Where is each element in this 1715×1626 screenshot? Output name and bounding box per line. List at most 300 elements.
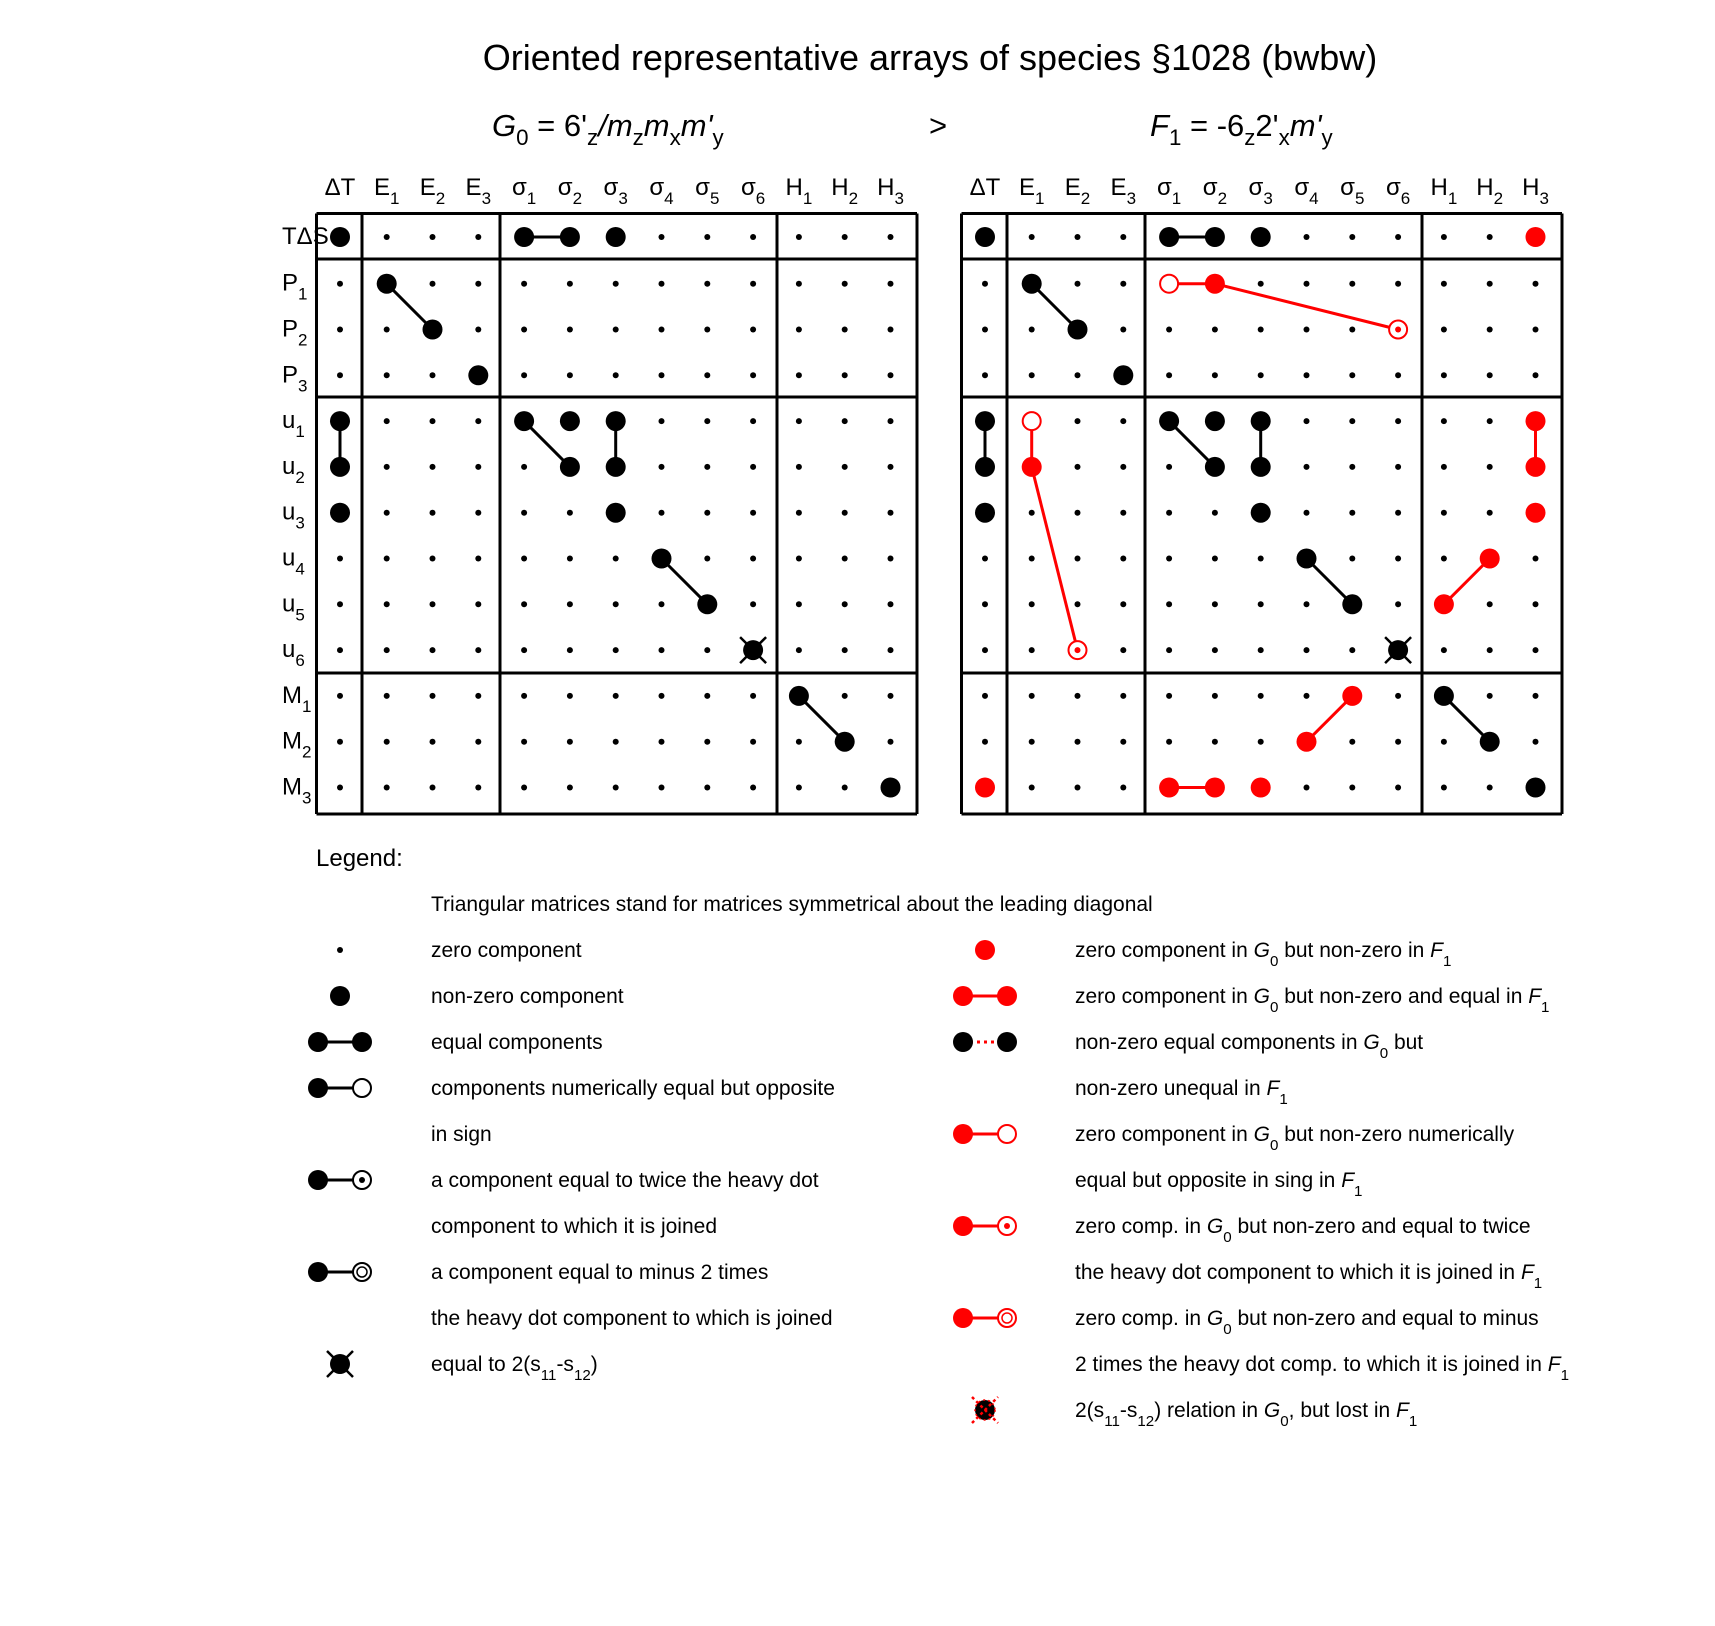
twice-component-center: [1395, 327, 1401, 333]
zero-component-dot: [750, 510, 756, 516]
zero-component-dot: [1349, 234, 1355, 240]
row-label: TΔS: [282, 223, 329, 250]
zero-component-dot: [888, 510, 894, 516]
row-label: $u_5$: [282, 590, 305, 625]
zero-component-dot: [1533, 601, 1539, 607]
zero-component-dot: [842, 785, 848, 791]
zero-component-dot: [888, 281, 894, 287]
zero-component-dot: [430, 281, 436, 287]
matrix-f1: [962, 174, 1563, 814]
zero-component-dot: [1395, 418, 1401, 424]
nonzero-dot: [330, 227, 350, 247]
zero-component-dot: [430, 464, 436, 470]
zero-component-dot: [521, 327, 527, 333]
big-legend-symbol: [330, 986, 350, 1006]
zero-component-dot: [613, 785, 619, 791]
zero-component-dot: [750, 234, 756, 240]
zero-component-dot: [1075, 372, 1081, 378]
zero-component-dot: [1120, 739, 1126, 745]
zero-component-dot: [1166, 372, 1172, 378]
nonzero-dot: [514, 227, 534, 247]
zero-component-dot: [796, 464, 802, 470]
zero-component-dot: [1304, 785, 1310, 791]
zero-component-dot: [796, 327, 802, 333]
nonzero-dot: [975, 503, 995, 523]
nonzero-dot: [789, 686, 809, 706]
zero-component-dot: [1304, 234, 1310, 240]
zero-component-dot: [704, 372, 710, 378]
zero-component-dot: [659, 281, 665, 287]
column-label: $\sigma_1$: [1156, 174, 1182, 208]
zero-component-dot: [521, 556, 527, 562]
new-nonzero-dot: [1526, 227, 1546, 247]
row-label: $u_1$: [282, 407, 305, 442]
zero-component-dot: [888, 739, 894, 745]
row-label: $M_3$: [282, 773, 312, 808]
zero-component-dot: [1487, 510, 1493, 516]
red-equal-legend-symbol: [953, 986, 1017, 1006]
zero-component-dot: [659, 464, 665, 470]
column-label: $E_2$: [419, 174, 446, 208]
zero-component-dot: [384, 693, 390, 699]
red-big-legend-symbol: [975, 940, 995, 960]
zero-component-dot: [1166, 327, 1172, 333]
zero-component-dot: [337, 739, 343, 745]
nonzero-dot: [560, 227, 580, 247]
zero-component-dot: [842, 372, 848, 378]
nonzero-dot: [330, 411, 350, 431]
zero-component-dot: [1212, 601, 1218, 607]
column-label: $\sigma_4$: [1294, 174, 1319, 208]
column-label: $\sigma_1$: [511, 174, 537, 208]
zero-component-dot: [1029, 785, 1035, 791]
nonzero-dot: [1251, 227, 1271, 247]
zero-component-dot: [1075, 510, 1081, 516]
zero-component-dot: [567, 327, 573, 333]
zero-component-dot: [1441, 327, 1447, 333]
new-nonzero-dot: [1022, 457, 1042, 477]
zero-component-dot: [613, 556, 619, 562]
dotted-legend-symbol: [953, 1032, 1017, 1052]
zero-component-dot: [982, 281, 988, 287]
zero-component-dot: [384, 418, 390, 424]
nonzero-dot: [1205, 457, 1225, 477]
zero-component-dot: [1487, 647, 1493, 653]
zero-component-dot: [842, 693, 848, 699]
column-label: $E_3$: [465, 174, 492, 208]
column-label: $H_3$: [877, 174, 904, 208]
zero-component-dot: [1212, 510, 1218, 516]
nonzero-dot: [697, 594, 717, 614]
red-twice-legend-symbol: [953, 1216, 1016, 1236]
zero-component-dot: [704, 234, 710, 240]
zero-component-dot: [521, 510, 527, 516]
zero-component-dot: [982, 372, 988, 378]
zero-component-dot: [796, 601, 802, 607]
zero-component-dot: [567, 556, 573, 562]
zero-component-dot: [1258, 647, 1264, 653]
column-label: $\sigma_3$: [603, 174, 628, 208]
zero-component-dot: [1395, 785, 1401, 791]
zero-component-dot: [1395, 281, 1401, 287]
zero-component-dot: [1029, 556, 1035, 562]
new-nonzero-dot: [1159, 778, 1179, 798]
zero-component-dot: [1258, 372, 1264, 378]
nonzero-dot: [1159, 411, 1179, 431]
legend-item-text: non-zero unequal in $F_1$: [1075, 1077, 1288, 1108]
legend-item-text: zero component in $G_0$ but non-zero numerically: [1075, 1123, 1515, 1154]
new-relation-link: [1215, 284, 1398, 330]
zero-component-dot: [1029, 693, 1035, 699]
column-label: $\sigma_6$: [740, 174, 766, 208]
zero-component-dot: [1075, 739, 1081, 745]
zero-component-dot: [384, 464, 390, 470]
zero-component-dot: [430, 739, 436, 745]
new-nonzero-dot: [1526, 503, 1546, 523]
zero-component-dot: [1075, 234, 1081, 240]
zero-component-dot: [796, 647, 802, 653]
zero-component-dot: [567, 647, 573, 653]
zero-component-dot: [888, 647, 894, 653]
row-label: $M_2$: [282, 727, 312, 762]
new-nonzero-dot: [1205, 778, 1225, 798]
cross-legend-symbol: [327, 1351, 353, 1377]
zero-component-dot: [475, 418, 481, 424]
opposite-sign-marker: [1023, 412, 1041, 430]
nonzero-dot: [1068, 320, 1088, 340]
comparator: >: [928, 108, 948, 143]
zero-component-dot: [1304, 281, 1310, 287]
zero-component-dot: [1258, 601, 1264, 607]
zero-component-dot: [1533, 647, 1539, 653]
zero-component-dot: [1120, 785, 1126, 791]
zero-component-dot: [1120, 327, 1126, 333]
new-nonzero-dot: [1205, 274, 1225, 294]
column-label: $\sigma_2$: [557, 174, 583, 208]
legend: [308, 845, 1569, 1430]
zero-component-dot: [613, 601, 619, 607]
zero-component-dot: [1441, 418, 1447, 424]
nonzero-dot: [1113, 365, 1133, 385]
zero-component-dot: [1120, 693, 1126, 699]
zero-component-dot: [1258, 556, 1264, 562]
zero-component-dot: [1487, 693, 1493, 699]
zero-component-dot: [567, 281, 573, 287]
zero-component-dot: [337, 327, 343, 333]
zero-component-dot: [750, 693, 756, 699]
zero-component-dot: [1029, 510, 1035, 516]
zero-component-dot: [1120, 418, 1126, 424]
nonzero-dot: [1205, 227, 1225, 247]
column-label: $\sigma_6$: [1385, 174, 1411, 208]
column-label: $E_2$: [1064, 174, 1091, 208]
zero-component-dot: [659, 510, 665, 516]
zero-component-dot: [1304, 464, 1310, 470]
legend-item-text: equal but opposite in sing in $F_1$: [1075, 1169, 1363, 1200]
nonzero-dot: [1297, 549, 1317, 569]
legend-heading: Legend:: [316, 845, 403, 872]
matrix-g0: [282, 174, 917, 814]
new-nonzero-dot: [1526, 457, 1546, 477]
zero-component-dot: [704, 785, 710, 791]
zero-component-dot: [1395, 601, 1401, 607]
nonzero-dot: [1251, 411, 1271, 431]
zero-component-dot: [796, 510, 802, 516]
zero-component-dot: [1120, 647, 1126, 653]
minus2-legend-symbol: [308, 1262, 371, 1282]
legend-item-text: equal components: [431, 1031, 603, 1054]
zero-component-dot: [1349, 785, 1355, 791]
zero-component-dot: [475, 556, 481, 562]
legend-item-text: a component equal to minus 2 times: [431, 1261, 769, 1284]
column-label: $H_1$: [785, 174, 813, 208]
zero-component-dot: [1395, 556, 1401, 562]
zero-component-dot: [1349, 372, 1355, 378]
zero-component-dot: [1075, 601, 1081, 607]
nonzero-dot: [560, 457, 580, 477]
zero-component-dot: [659, 739, 665, 745]
nonzero-dot: [423, 320, 443, 340]
zero-component-dot: [613, 647, 619, 653]
zero-component-dot: [704, 739, 710, 745]
zero-component-dot: [888, 418, 894, 424]
zero-component-dot: [842, 601, 848, 607]
zero-component-dot: [1120, 234, 1126, 240]
zero-component-dot: [521, 601, 527, 607]
zero-component-dot: [1533, 281, 1539, 287]
new-nonzero-dot: [1342, 686, 1362, 706]
zero-component-dot: [521, 739, 527, 745]
row-label: $M_1$: [282, 681, 312, 716]
zero-component-dot: [1075, 281, 1081, 287]
zero-component-dot: [796, 372, 802, 378]
nonzero-dot: [606, 503, 626, 523]
diagram-title: Oriented representative arrays of species §1028 (bwbw): [482, 37, 1378, 78]
row-label: $P_2$: [282, 315, 308, 350]
zero-component-dot: [842, 418, 848, 424]
column-label: $\sigma_5$: [1340, 174, 1365, 208]
zero-component-dot: [1533, 739, 1539, 745]
legend-item-text: in sign: [431, 1123, 492, 1146]
small-legend-symbol: [337, 947, 343, 953]
row-label: $u_2$: [282, 452, 305, 487]
zero-component-dot: [704, 464, 710, 470]
zero-component-dot: [796, 556, 802, 562]
nonzero-dot: [652, 549, 672, 569]
zero-component-dot: [704, 556, 710, 562]
new-nonzero-dot: [975, 778, 995, 798]
zero-component-dot: [1395, 693, 1401, 699]
zero-component-dot: [475, 785, 481, 791]
row-label: $u_4$: [282, 544, 305, 579]
column-label: $\sigma_2$: [1202, 174, 1228, 208]
nonzero-dot: [975, 457, 995, 477]
zero-component-dot: [475, 464, 481, 470]
zero-component-dot: [1395, 510, 1401, 516]
twice-component-center: [1075, 647, 1081, 653]
zero-component-dot: [888, 693, 894, 699]
zero-component-dot: [1029, 234, 1035, 240]
zero-component-dot: [1166, 739, 1172, 745]
zero-component-dot: [888, 601, 894, 607]
zero-component-dot: [430, 418, 436, 424]
zero-component-dot: [475, 510, 481, 516]
zero-component-dot: [1533, 693, 1539, 699]
column-label: $E_1$: [373, 174, 400, 208]
column-label: ΔT: [969, 174, 1001, 201]
zero-component-dot: [1441, 556, 1447, 562]
zero-component-dot: [750, 372, 756, 378]
twice-legend-symbol: [308, 1170, 371, 1190]
zero-component-dot: [337, 281, 343, 287]
zero-component-dot: [659, 785, 665, 791]
zero-component-dot: [1212, 647, 1218, 653]
row-label: $P_3$: [282, 361, 308, 396]
zero-component-dot: [659, 418, 665, 424]
nonzero-dot: [975, 411, 995, 431]
opposite-legend-symbol: [308, 1078, 371, 1098]
legend-item-text: $2(s_{11}-s_{12})$ relation in $G_0$, but lost in $F_1$: [1075, 1399, 1418, 1430]
zero-component-dot: [1212, 327, 1218, 333]
zero-component-dot: [1166, 556, 1172, 562]
nonzero-dot: [330, 457, 350, 477]
zero-component-dot: [475, 647, 481, 653]
zero-component-dot: [1487, 418, 1493, 424]
zero-component-dot: [430, 556, 436, 562]
zero-component-dot: [750, 739, 756, 745]
zero-component-dot: [1166, 464, 1172, 470]
zero-component-dot: [1349, 281, 1355, 287]
legend-item-text: the heavy dot component to which it is joined in $F_1$: [1075, 1261, 1543, 1292]
zero-component-dot: [1166, 693, 1172, 699]
zero-component-dot: [750, 556, 756, 562]
nonzero-dot: [560, 411, 580, 431]
red-minus2-legend-symbol: [953, 1308, 1016, 1328]
legend-item-text: zero component in $G_0$ but non-zero and equal in $F_1$: [1075, 985, 1550, 1016]
zero-component-dot: [384, 601, 390, 607]
zero-component-dot: [982, 556, 988, 562]
column-label: $H_3$: [1522, 174, 1549, 208]
zero-component-dot: [1533, 327, 1539, 333]
zero-component-dot: [1487, 234, 1493, 240]
zero-component-dot: [430, 601, 436, 607]
zero-component-dot: [842, 510, 848, 516]
nonzero-dot: [1251, 457, 1271, 477]
zero-component-dot: [704, 693, 710, 699]
zero-component-dot: [1349, 327, 1355, 333]
zero-component-dot: [567, 372, 573, 378]
zero-component-dot: [750, 601, 756, 607]
zero-component-dot: [475, 693, 481, 699]
equal-legend-symbol: [308, 1032, 372, 1052]
zero-component-dot: [613, 327, 619, 333]
zero-component-dot: [521, 647, 527, 653]
zero-component-dot: [659, 234, 665, 240]
column-label: $H_2$: [831, 174, 859, 208]
zero-component-dot: [1441, 464, 1447, 470]
zero-component-dot: [475, 327, 481, 333]
zero-component-dot: [1212, 693, 1218, 699]
zero-component-dot: [613, 739, 619, 745]
zero-component-dot: [1258, 327, 1264, 333]
legend-note: Triangular matrices stand for matrices symmetrical about the leading diagonal: [431, 893, 1153, 916]
zero-component-dot: [888, 464, 894, 470]
zero-component-dot: [337, 647, 343, 653]
zero-component-dot: [982, 693, 988, 699]
column-label: $\sigma_5$: [695, 174, 720, 208]
zero-component-dot: [704, 327, 710, 333]
zero-component-dot: [1349, 418, 1355, 424]
column-label: ΔT: [324, 174, 356, 201]
row-label: $u_6$: [282, 636, 305, 671]
zero-component-dot: [750, 464, 756, 470]
zero-component-dot: [521, 464, 527, 470]
zero-component-dot: [1395, 372, 1401, 378]
zero-component-dot: [1349, 739, 1355, 745]
zero-component-dot: [1304, 327, 1310, 333]
column-label: $H_2$: [1476, 174, 1504, 208]
zero-component-dot: [796, 234, 802, 240]
zero-component-dot: [1166, 647, 1172, 653]
zero-component-dot: [1304, 647, 1310, 653]
zero-component-dot: [982, 739, 988, 745]
legend-item-text: components numerically equal but opposite: [431, 1077, 835, 1100]
new-nonzero-dot: [1434, 594, 1454, 614]
column-label: $\sigma_3$: [1248, 174, 1273, 208]
zero-component-dot: [384, 234, 390, 240]
zero-component-dot: [1349, 464, 1355, 470]
zero-component-dot: [567, 693, 573, 699]
row-label: $P_1$: [282, 269, 308, 304]
red-opposite-legend-symbol: [953, 1124, 1016, 1144]
opposite-sign-marker: [1160, 275, 1178, 293]
zero-component-dot: [1258, 693, 1264, 699]
zero-component-dot: [337, 556, 343, 562]
zero-component-dot: [430, 510, 436, 516]
nonzero-dot: [1434, 686, 1454, 706]
zero-component-dot: [1533, 372, 1539, 378]
zero-component-dot: [475, 234, 481, 240]
zero-component-dot: [888, 556, 894, 562]
zero-component-dot: [1441, 281, 1447, 287]
zero-component-dot: [1029, 647, 1035, 653]
zero-component-dot: [1029, 739, 1035, 745]
zero-component-dot: [1304, 693, 1310, 699]
nonzero-dot: [1526, 778, 1546, 798]
zero-component-dot: [1441, 372, 1447, 378]
zero-component-dot: [1075, 785, 1081, 791]
zero-component-dot: [1487, 372, 1493, 378]
new-nonzero-dot: [1297, 732, 1317, 752]
zero-component-dot: [384, 372, 390, 378]
zero-component-dot: [613, 372, 619, 378]
zero-component-dot: [796, 418, 802, 424]
zero-component-dot: [750, 327, 756, 333]
zero-component-dot: [659, 327, 665, 333]
zero-component-dot: [1120, 281, 1126, 287]
zero-component-dot: [337, 785, 343, 791]
nonzero-dot: [1480, 732, 1500, 752]
zero-component-dot: [982, 601, 988, 607]
nonzero-dot: [468, 365, 488, 385]
nonzero-dot: [975, 227, 995, 247]
zero-component-dot: [1212, 739, 1218, 745]
zero-component-dot: [1212, 556, 1218, 562]
zero-component-dot: [982, 647, 988, 653]
zero-component-dot: [430, 372, 436, 378]
zero-component-dot: [842, 327, 848, 333]
zero-component-dot: [384, 556, 390, 562]
